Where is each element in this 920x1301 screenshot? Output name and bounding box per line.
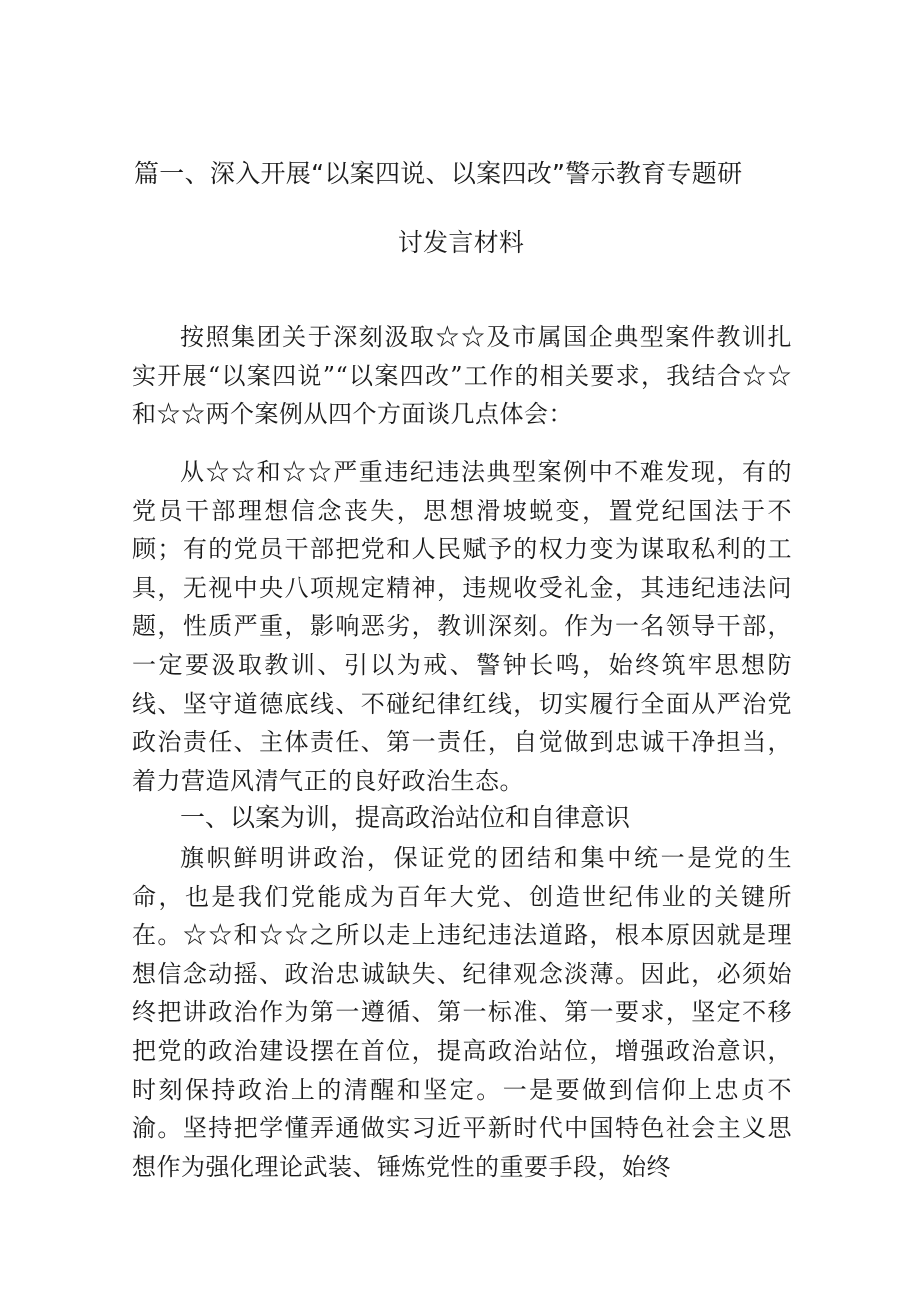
section-paragraph <box>132 839 792 1186</box>
document-title-line-1: 篇一、深入开展“以案四说、以案四改”警示教育专题研 <box>134 159 743 188</box>
paragraph-text: 旗帜鲜明讲政治，保证党的团结和集中统一是党的生命，也是我们党能成为百年大党、创造世纪伟业的关键所在。☆☆和☆☆之所以走上违纪违法道路，根本原因就是理想信念动摇、政治忠诚缺失、纪律观念淡薄。因此，必须始终把讲政治作为第一遵循、第一标准、第一要求，坚定不移把党的政治建设摆在首位，提高政治站位，增强政治意识，时刻保持政治上的清醒和坚定。一是要做到信仰上忠贞不渝。坚持把学懂弄通做实习近平新时代中国特色社会主义思想作为强化理论武装、锤炼党性的重要手段，始终 <box>132 844 792 1181</box>
case-lessons-paragraph <box>132 453 792 800</box>
intro-paragraph <box>132 318 792 434</box>
section-heading: 一、以案为训，提高政治站位和自律意识 <box>180 803 631 832</box>
document-title-line-2: 讨发言材料 <box>397 228 525 257</box>
paragraph-text: 按照集团关于深刻汲取☆☆及市属国企典型案件教训扎实开展“以案四说”“以案四改”工作的相关要求，我结合☆☆和☆☆两个案例从四个方面谈几点体会： <box>132 323 792 429</box>
paragraph-text: 从☆☆和☆☆严重违纪违法典型案例中不难发现，有的党员干部理想信念丧失，思想滑坡蜕变，置党纪国法于不顾；有的党员干部把党和人民赋予的权力变为谋取私利的工具，无视中央八项规定精神，违规收受礼金，其违纪违法问题，性质严重，影响恶劣，教训深刻。作为一名领导干部，一定要汲取教训、引以为戒、警钟长鸣，始终筑牢思想防线、坚守道德底线、不碰纪律红线，切实履行全面从严治党政治责任、主体责任、第一责任，自觉做到忠诚干净担当，着力营造风清气正的良好政治生态。 <box>132 458 792 795</box>
